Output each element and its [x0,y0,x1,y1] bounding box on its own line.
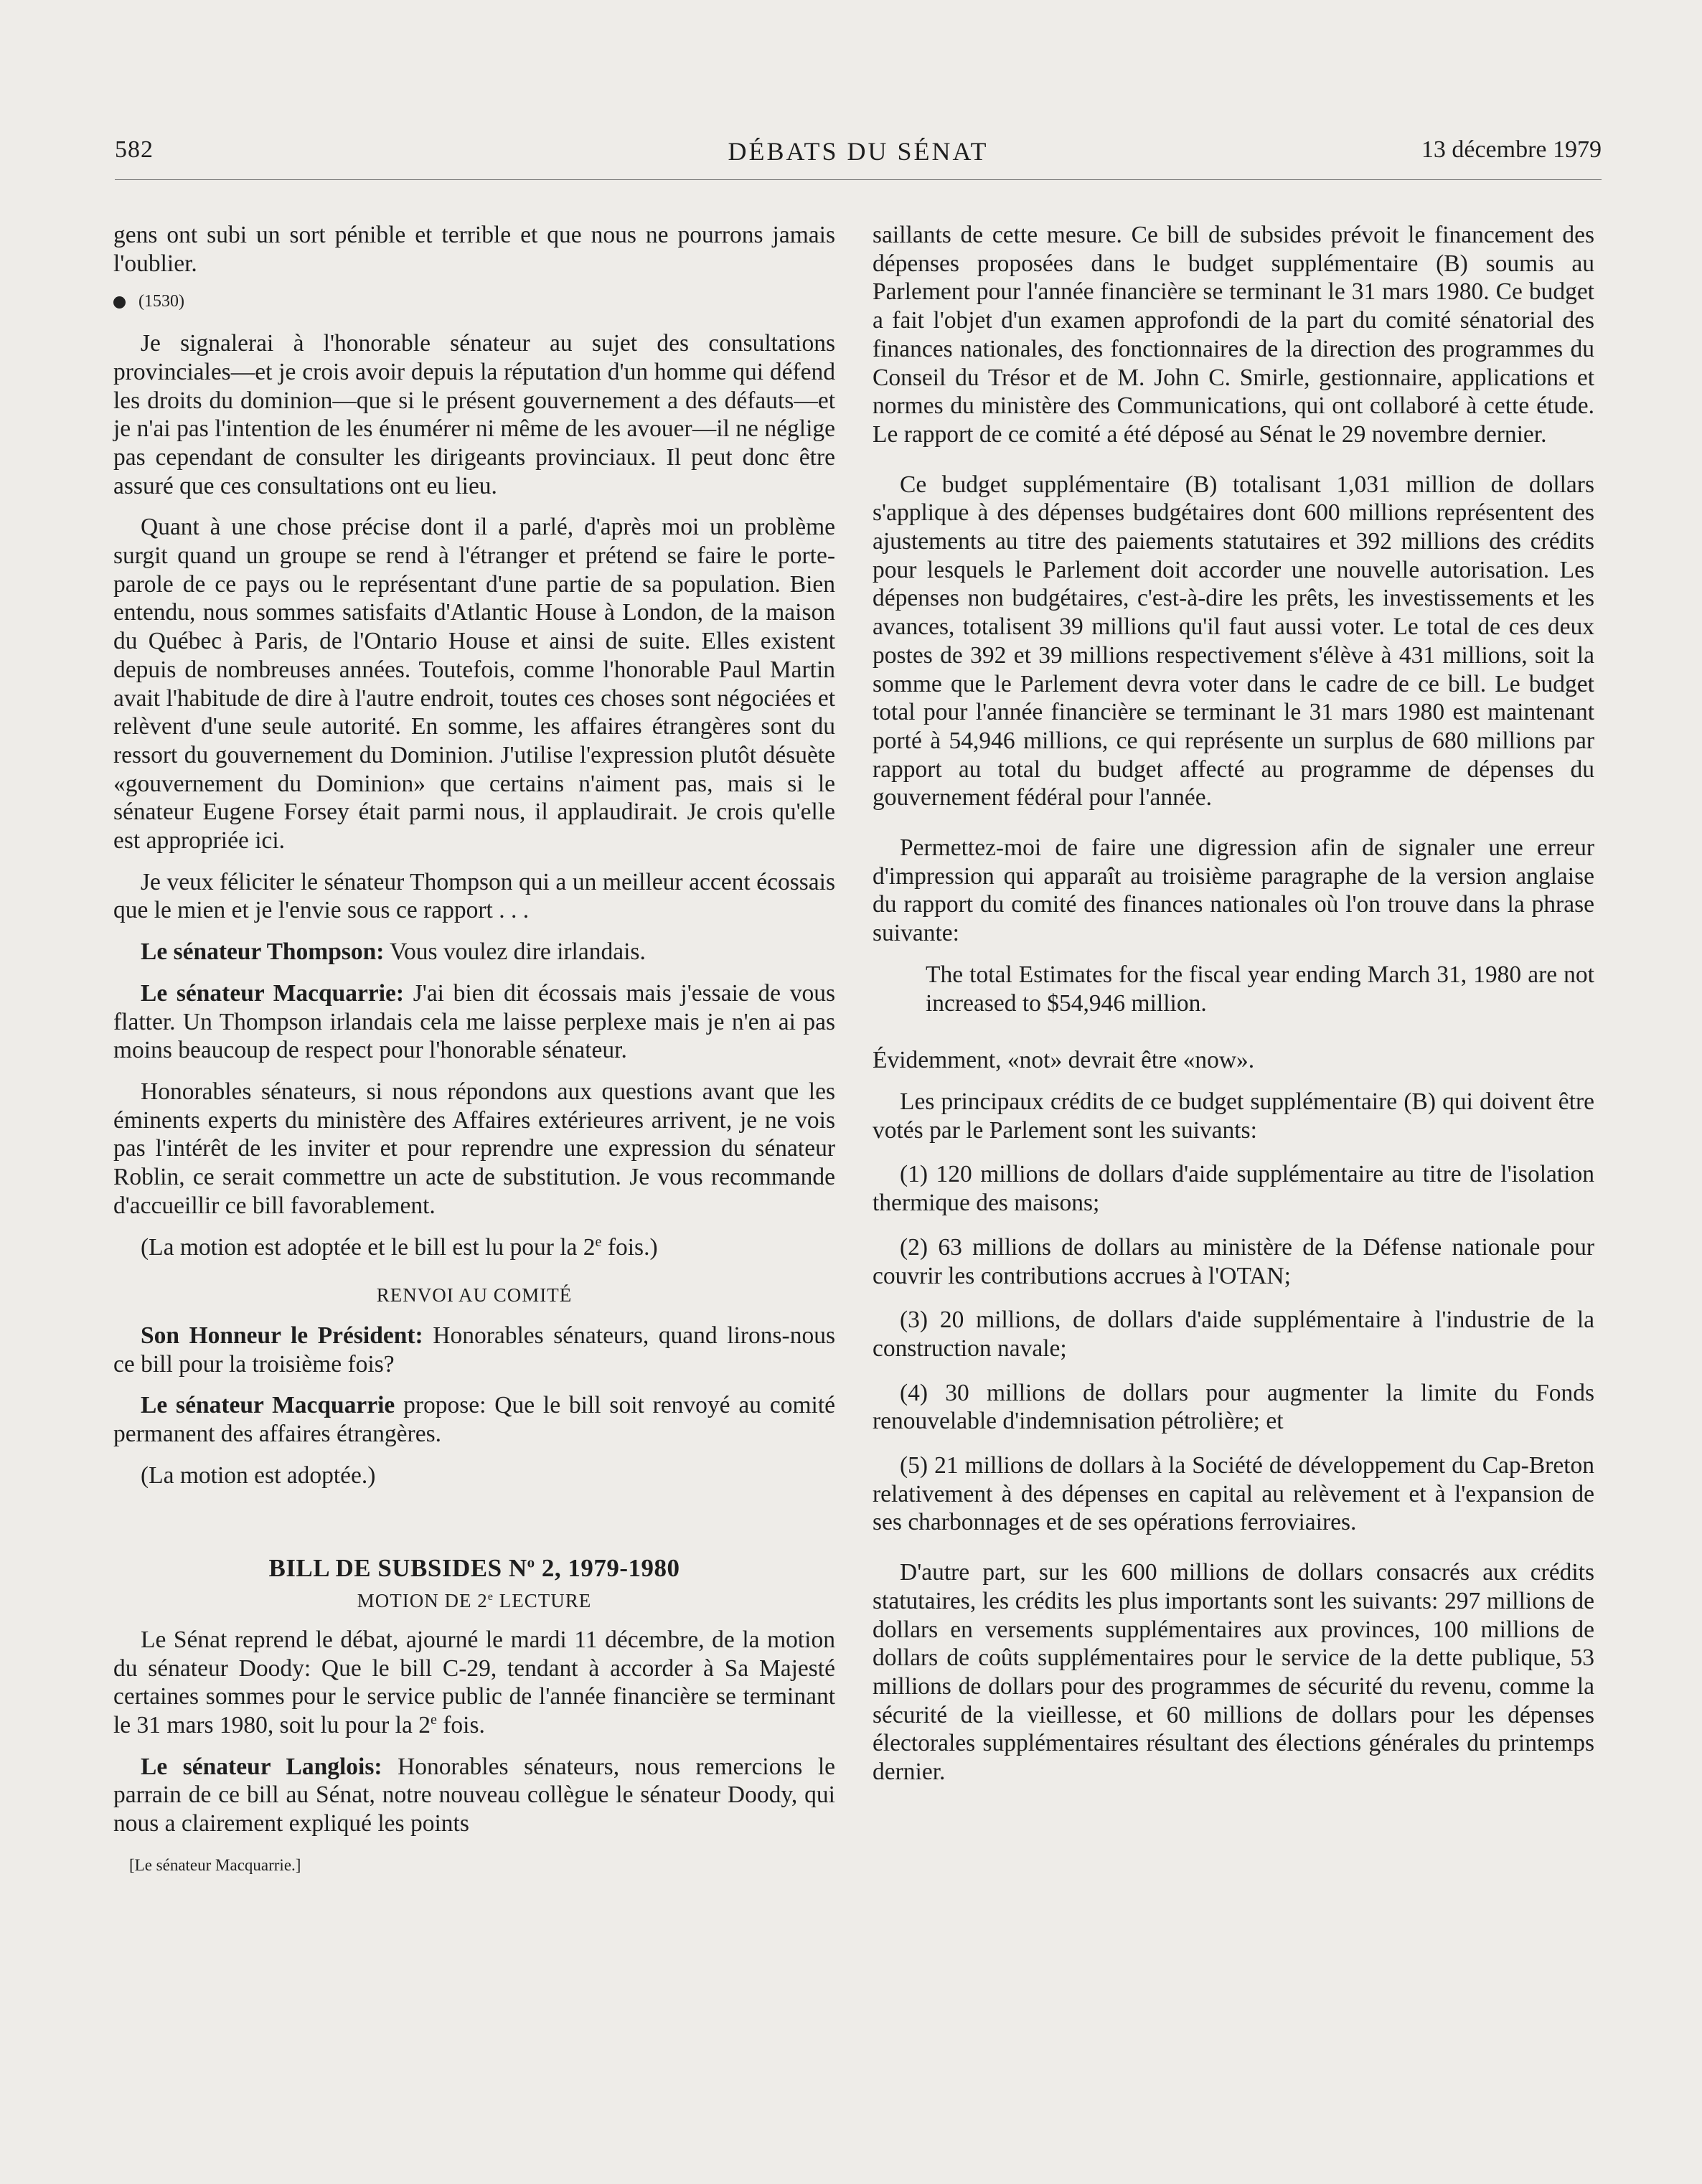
paragraph: Honorables sénateurs, si nous répondons aux questions avant que les éminents experts du ministère des Affaires extérieures arrivent, je ne vois pas l'intérêt de les inviter et pour reprendre une expression du sénateur Roblin, ce serait commettre un acte de substitution. Je vous recommande d'accueillir ce bill favorablement. [113,1078,835,1219]
publication-title: DÉBATS DU SÉNAT [728,137,989,166]
list-item: (4) 30 millions de dollars pour augmenter la limite du Fonds renouvelable d'indemnisation pétrolière; et [873,1379,1594,1435]
page-date: 13 décembre 1979 [1421,136,1602,163]
footnote: [Le sénateur Macquarrie.] [129,1855,301,1874]
paragraph: Ce budget supplémentaire (B) totalisant 1,031 million de dollars s'applique à des dépenses budgétaires dont 600 millions représentent des ajustements au titre des paiements statutaires et 392 millions des crédits pour lesquels le Parlement doit accorder une nouvelle autorisation. Les dépenses non budgétaires, c'est-à-dire les prêts, les investissements et les avances, totalisent 39 millions qu'il faut aussi voter. Le total de ces deux postes de 392 et 39 millions respectivement s'élève à 431 millions, soit la somme que le Parlement devra voter dans le cadre de ce bill. Le budget total pour l'année financière se terminant le 31 mars 1980 est maintenant porté à 54,946 millions, ce qui représente un surplus de 680 millions par rapport au total du budget affecté au programme de dépenses du gouvernement fédéral pour l'année. [873,471,1594,811]
paragraph: Le Sénat reprend le débat, ajourné le mardi 11 décembre, de la motion du sénateur Doody: Que le bill C-29, tendant à accorder à Sa Majesté certaines sommes pour le service public de l'année financière se terminant le 31 mars 1980, soit lu pour la 2e fois. [113,1626,835,1738]
speech-text: Honorables sénateurs, nous remercions le parrain de ce bill au Sénat, notre nouveau collègue le sénateur Doody, qui nous a clairement expliqué les points [113,1753,836,1837]
bullet-icon [113,296,126,309]
list-item: (5) 21 millions de dollars à la Société de développement du Cap-Breton relativement à des dépenses en capital au relèvement et à l'expansion de ses charbonnages et de ses opérations ferroviaires. [873,1452,1594,1536]
list-item: (2) 63 millions de dollars au ministère de la Défense nationale pour couvrir les contributions accrues à l'OTAN; [873,1233,1594,1289]
speech-text: J'ai bien dit écossais mais j'essaie de vous flatter. Un Thompson irlandais cela me laisse perplexe mais je n'en ai pas moins beaucoup de respect pour l'honorable sénateur. [113,979,835,1064]
speech [113,1753,835,1838]
paragraph: gens ont subi un sort pénible et terrible et que nous ne pourrons jamais l'oublier. [113,222,835,277]
paragraph: saillants de cette mesure. Ce bill de subsides prévoit le financement des dépenses proposées dans le budget supplémentaire (B) soumis au Parlement pour l'année financière se terminant le 31 mars 1980. Ce budget a fait l'objet d'un examen approfondi de la part du comité sénatorial des finances nationales, des fonctionnaires de la direction des programmes du Conseil du Trésor et de M. John C. Smirle, gestionnaire, applications et normes du ministère des Communications, qui ont collaboré à cette étude. Le rapport de ce comité a été déposé au Sénat le 29 novembre dernier. [873,222,1594,448]
motion-subheading: MOTION DE 2e LECTURE [357,1590,592,1612]
page-number: 582 [115,136,154,163]
paragraph: Quant à une chose précise dont il a parlé, d'après moi un problème surgit quand un groupe se rend à l'étranger et prétend se faire le porte-parole de ce pays ou le représentant d'une partie de sa population. Bien entendu, nous sommes satisfaits d'Atlantic House à London, de la maison du Québec à Paris, de l'Ontario House et ainsi de suite. Elles existent depuis de nombreuses années. Toutefois, comme l'honorable Paul Martin avait l'habitude de dire à l'autre endroit, toutes ces choses sont négociées et relèvent d'une seule autorité. En somme, les affaires étrangères sont du ressort du gouvernement du Dominion. J'utilise l'expression plutôt désuète «gouvernement du Dominion» que certains n'aiment pas, mais si le sénateur Eugene Forsey était parmi nous, il applaudirait. Je crois qu'elle est appropriée ici. [113,514,835,855]
speaker-name: Le sénateur Macquarrie [141,1392,395,1419]
paragraph: Les principaux crédits de ce budget supplémentaire (B) qui doivent être votés par le Parlement sont les suivants: [873,1088,1594,1144]
list-item: (1) 120 millions de dollars d'aide supplémentaire au titre de l'isolation thermique des maisons; [873,1161,1594,1217]
speech [113,1322,835,1378]
speech [113,1391,835,1448]
time-marker [113,288,835,316]
time-marker-label: (1530) [138,292,184,311]
speech [113,979,835,1065]
block-quote: The total Estimates for the fiscal year ending March 31, 1980 are not increased to $54,946 million. [926,961,1594,1017]
speech-text: Honorables sénateurs, quand lirons-nous ce bill pour la troisième fois? [113,1322,835,1378]
paragraph: Je veux féliciter le sénateur Thompson qui a un meilleur accent écossais que le mien et je l'envie sous ce rapport . . . [113,868,835,924]
speaker-name: Son Honneur le Président: [141,1322,423,1349]
paragraph: D'autre part, sur les 600 millions de dollars consacrés aux crédits statutaires, les crédits les plus importants sont les suivants: 297 millions de dollars en versements supplémentaires aux provinces, 100 millions de dollars de coûts supplémentaires pour le service de la dette publique, 53 millions de dollars pour des programmes de sécurité du revenu, comme la sécurité de la vieillesse, et 60 millions de dollars pour les dépenses électorales supplémentaires résultant des élections générales du printemps dernier. [873,1559,1594,1786]
list-item: (3) 20 millions, de dollars d'aide supplémentaire à l'industrie de la construction navale; [873,1307,1594,1362]
procedural-note: (La motion est adoptée et le bill est lu pour la 2e fois.) [141,1233,658,1261]
speech-text: propose: Que le bill soit renvoyé au comité permanent des affaires étrangères. [113,1392,835,1448]
right-column [873,221,1594,1799]
paragraph: Évidemment, «not» devrait être «now». [873,1047,1255,1074]
paragraph: Je signalerai à l'honorable sénateur au sujet des consultations provinciales—et je crois avoir depuis la réputation d'un homme qui défend les droits du dominion—que si le présent gouvernement a des défauts—et je n'ai pas l'intention de les énumérer ni même de les avouer—il ne néglige pas cependant de consulter les dirigeants provinciaux. Il peut donc être assuré que ces consultations ont eu lieu. [113,330,835,499]
credits-list [873,1160,1594,1537]
procedural-note: (La motion est adoptée.) [141,1462,376,1489]
paragraph: Permettez-moi de faire une digression afin de signaler une erreur d'impression qui apparaît au troisième paragraphe de la version anglaise du rapport du comité des finances nationales où l'on trouve dans la phrase suivante: [873,834,1594,947]
speech [113,938,835,966]
left-column [113,221,835,1879]
speaker-name: Le sénateur Macquarrie: [141,979,405,1007]
page-header [115,136,1602,180]
section-heading: RENVOI AU COMITÉ [376,1284,573,1307]
speech-text: Vous voulez dire irlandais. [384,938,646,966]
speaker-name: Le sénateur Thompson: [141,938,385,966]
bill-heading: BILL DE SUBSIDES $N^o$ 2, 1979-1980 [268,1553,680,1583]
speaker-name: Le sénateur Langlois: [141,1753,382,1780]
